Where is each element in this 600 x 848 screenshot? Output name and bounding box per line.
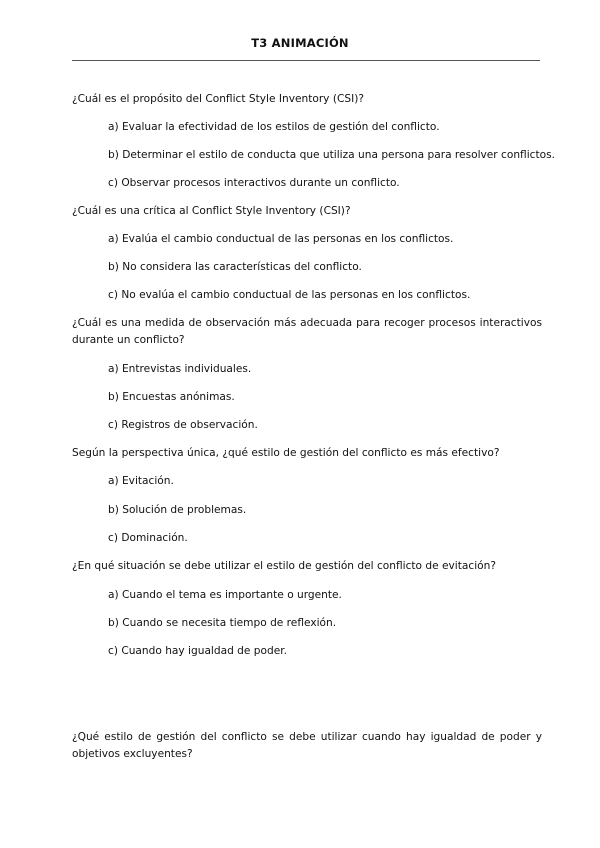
question-3-option-c: c) Registros de observación. <box>108 419 258 431</box>
question-2-option-c: c) No evalúa el cambio conductual de las personas en los conflictos. <box>108 289 471 301</box>
question-1-option-a: a) Evaluar la efectividad de los estilos de gestión del conflicto. <box>108 121 440 133</box>
question-2-option-a: a) Evalúa el cambio conductual de las personas en los conflictos. <box>108 233 454 245</box>
question-2: ¿Cuál es una crítica al Conflict Style Inventory (CSI)? <box>72 205 351 217</box>
question-1-option-c: c) Observar procesos interactivos durante un conflicto. <box>108 177 400 189</box>
question-3: ¿Cuál es una medida de observación más adecuada para recoger procesos interactivos durante un conflicto? <box>72 317 542 346</box>
document-title: T3 ANIMACIÓN <box>251 36 349 50</box>
question-3-option-b: b) Encuestas anónimas. <box>108 391 235 403</box>
title-divider <box>72 60 540 61</box>
question-5-option-c: c) Cuando hay igualdad de poder. <box>108 645 287 657</box>
question-6: ¿Qué estilo de gestión del conflicto se debe utilizar cuando hay igualdad de poder y objetivos excluyentes? <box>72 731 542 760</box>
question-1: ¿Cuál es el propósito del Conflict Style Inventory (CSI)? <box>72 93 364 105</box>
question-5-option-b: b) Cuando se necesita tiempo de reflexión. <box>108 617 337 629</box>
question-2-option-b: b) No considera las características del conflicto. <box>108 261 362 273</box>
question-5: ¿En qué situación se debe utilizar el estilo de gestión del conflicto de evitación? <box>72 560 496 572</box>
question-1-option-b: b) Determinar el estilo de conducta que utiliza una persona para resolver conflictos. <box>108 149 556 161</box>
question-4-option-a: a) Evitación. <box>108 475 174 487</box>
question-3-option-a: a) Entrevistas individuales. <box>108 363 252 375</box>
question-5-option-a: a) Cuando el tema es importante o urgente. <box>108 589 342 601</box>
question-4-option-b: b) Solución de problemas. <box>108 504 247 516</box>
question-4-option-c: c) Dominación. <box>108 532 188 544</box>
question-4: Según la perspectiva única, ¿qué estilo de gestión del conflicto es más efectivo? <box>72 447 500 459</box>
